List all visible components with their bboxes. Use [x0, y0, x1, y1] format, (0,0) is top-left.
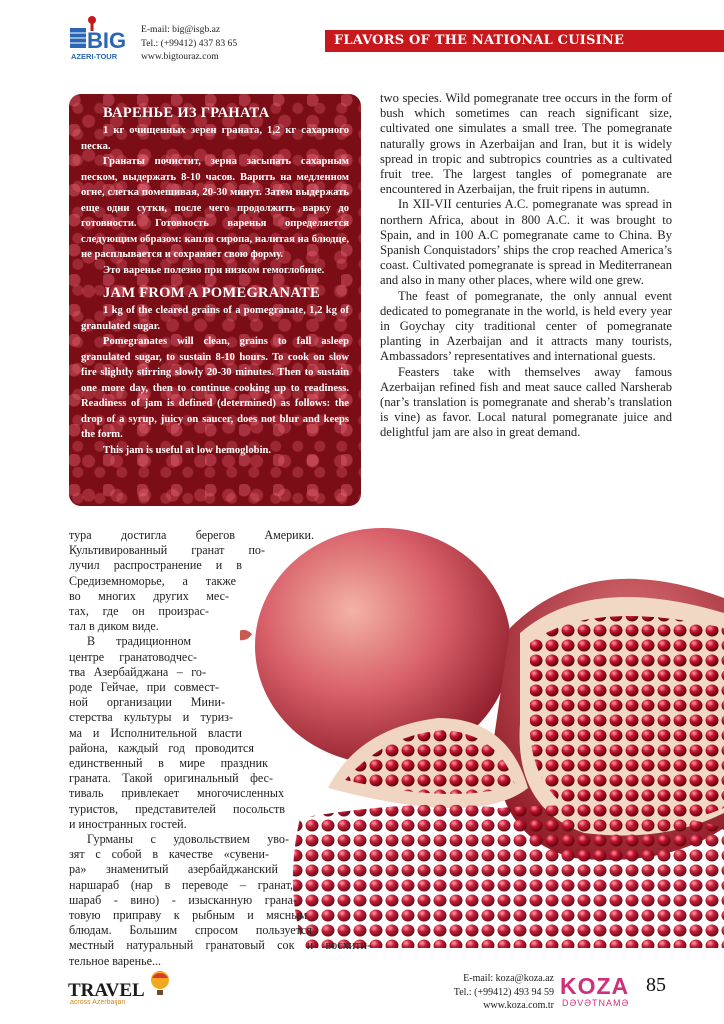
article-russian-column: [69, 528, 371, 969]
article-ru-line: лучил распространение и в: [69, 558, 242, 573]
article-ru-line: блюдам. Большим спросом пользуется: [69, 923, 312, 938]
recipe-ru-title: ВАРЕНЬЕ ИЗ ГРАНАТА: [103, 105, 270, 121]
koza-logo-text: KOZA: [560, 973, 630, 999]
article-ru-line: во многих других мес-: [69, 588, 229, 603]
article-ru-line: района, каждый год проводится: [69, 740, 254, 755]
article-ru-line: В традиционном: [87, 634, 191, 649]
header-website: www.bigtouraz.com: [141, 51, 219, 62]
article-ru-line: тельное варенье...: [69, 953, 162, 968]
article-en-paragraph: In XII-VII centuries A.C. pomegranate was spread in northern Africa, about in 800 A.C. it was brought to Spain, and in 100 A.C pomegranate came to China. By Spanish Conquistadors’ ships the crop reached America’s coast. Cultivated pomegranate is spread in Mediterranean and also in many other places, where wild one grew.: [380, 197, 672, 288]
article-ru-line: туристов, представителей посольств: [69, 801, 285, 816]
article-ru-line: тах, где он произрас-: [69, 604, 209, 619]
balloon-icon: [157, 990, 163, 995]
article-english-column: [380, 91, 672, 441]
article-ru-line: единственный в мире праздник: [69, 756, 268, 771]
article-ru-line: тал в диком виде.: [69, 619, 159, 634]
recipe-ru-ingredients: 1 кг очищенных зерен граната, 1,2 кг сахарного песка.: [81, 125, 349, 152]
article-ru-line: тиваль привлекает многочисленных: [69, 786, 284, 801]
article-ru-line: Средиземноморье, а также: [69, 573, 236, 588]
page-number: 85: [646, 974, 666, 996]
article-ru-line: Культивированный гранат по-: [69, 543, 265, 558]
article-ru-line: ра» знаменитый азербайджанский: [69, 862, 278, 877]
article-en-paragraph: The feast of pomegranate, the only annual event dedicated to pomegranate in the world, is held every year in Goychay city traditional center of pomegranate planting in Azerbaijan and it attracts many tourists, Ambassadors’ representatives and international guests.: [380, 288, 672, 364]
section-title-band: [325, 30, 724, 52]
article-ru-line: и иностранных гостей.: [69, 816, 187, 831]
article-ru-line: местный натуральный гранатовый сок и восхити-: [69, 938, 371, 953]
article-ru-line: тва Азербайджана – го-: [69, 664, 206, 679]
recipe-box: [69, 94, 361, 506]
travel-logo-subtitle: across Azerbaijan: [70, 999, 126, 1006]
article-ru-line: ной организации Мини-: [69, 695, 225, 710]
recipe-en-ingredients: 1 kg of the cleared grains of a pomegranate, 1,2 kg of granulated sugar.: [81, 305, 349, 332]
recipe-en-method: Pomegranates will clean, grains to fall asleep granulated sugar, to sustain 8-10 hours. To cook on slow fire slightly stirring slowly 20-30 minutes. Then to sustain one more day, then to continue cooking up to readiness. Readiness of jam is defined (determined) as follows: the drop of a syrup, juicy on saucer, does not blur and keeps the form.: [81, 336, 349, 440]
footer-email: E-mail: koza@koza.az: [463, 973, 554, 984]
article-en-paragraph: two species. Wild pomegranate tree occurs in the form of bush which sometimes can reach significant size, cultivated one simulates a small tree. The pomegranate naturally grows in Azerbaijan and Iran, but it is widely spread in tropic and subtropics countries as a cultivated fruit tree. The largest tangles of pomegranate are encountered in Azerbaijan, the fruit ripens in autumn.: [380, 91, 672, 197]
article-ru-line: центре гранатоводчес-: [69, 649, 197, 664]
big-azeri-tour-logo: [70, 14, 128, 62]
travel-azerbaijan-logo: [68, 970, 178, 1006]
article-ru-line: товую приправу к рыбным и мясным: [69, 908, 307, 923]
article-ru-line: наршараб (нар в переводе – гранат,: [69, 877, 293, 892]
article-ru-line: граната. Такой оригинальный фес-: [69, 771, 273, 786]
header-contact: [141, 23, 237, 64]
big-logo-text: BIG: [87, 28, 127, 53]
koza-logo: [560, 972, 632, 1010]
article-ru-line: роде Гейчае, при совмест-: [69, 680, 219, 695]
header-email: E-mail: big@isgb.az: [141, 24, 221, 35]
article-ru-line: Гурманы с удовольствием уво-: [87, 832, 289, 847]
footer-contact: [430, 972, 554, 1013]
article-ru-line: шараб - вино) - изысканную грана-: [69, 892, 297, 907]
article-ru-line: тура достигла берегов Америки.: [69, 528, 314, 542]
travel-logo-text: TRAVEL: [68, 980, 145, 1001]
koza-logo-subtitle: DƏVƏTNAMƏ: [562, 998, 630, 1008]
article-ru-line: ма и Исполнительной власти: [69, 725, 242, 740]
footer-phone: Tel.: (+99412) 493 94 59: [453, 986, 554, 998]
recipe-en-note: This jam is useful at low hemoglobin.: [103, 444, 272, 456]
recipe-ru-method: Гранаты почистит, зерна засыпать сахарным песком, выдержать 8-10 часов. Варить на медленном огне, слегка помешивая, 20-30 минут. Затем выдержать еще одни сутки, после чего продолжить варку до готовности. Готовность варенья определяется следующим образом: капля сиропа, налитая на блюдце, не расплывается и сохраняет свою форму.: [81, 156, 349, 260]
azeri-tour-text: AZERI-TOUR: [71, 52, 118, 61]
article-en-paragraph: Feasters take with themselves away famous Azerbaijan refined fish and meat sauce called Narsherab (nar’s translation is pomegranate and sherab’s translation is vine) as favor. Local natural pomegranate juice and delightful jam are also in great demand.: [380, 364, 672, 440]
footer-website: www.koza.com.tr: [483, 1000, 554, 1011]
article-ru-line: зят с собой в качестве «сувени-: [69, 847, 269, 862]
section-title: FLAVORS OF THE NATIONAL CUISINE: [334, 33, 625, 48]
article-ru-line: стерства культуры и туриз-: [69, 710, 233, 725]
recipe-ru-note: Это варенье полезно при низком гемоглобине.: [103, 264, 325, 276]
recipe-en-title: JAM FROM A POMEGRANATE: [103, 285, 320, 301]
header-phone: Tel.: (+99412) 437 83 65: [141, 37, 238, 49]
